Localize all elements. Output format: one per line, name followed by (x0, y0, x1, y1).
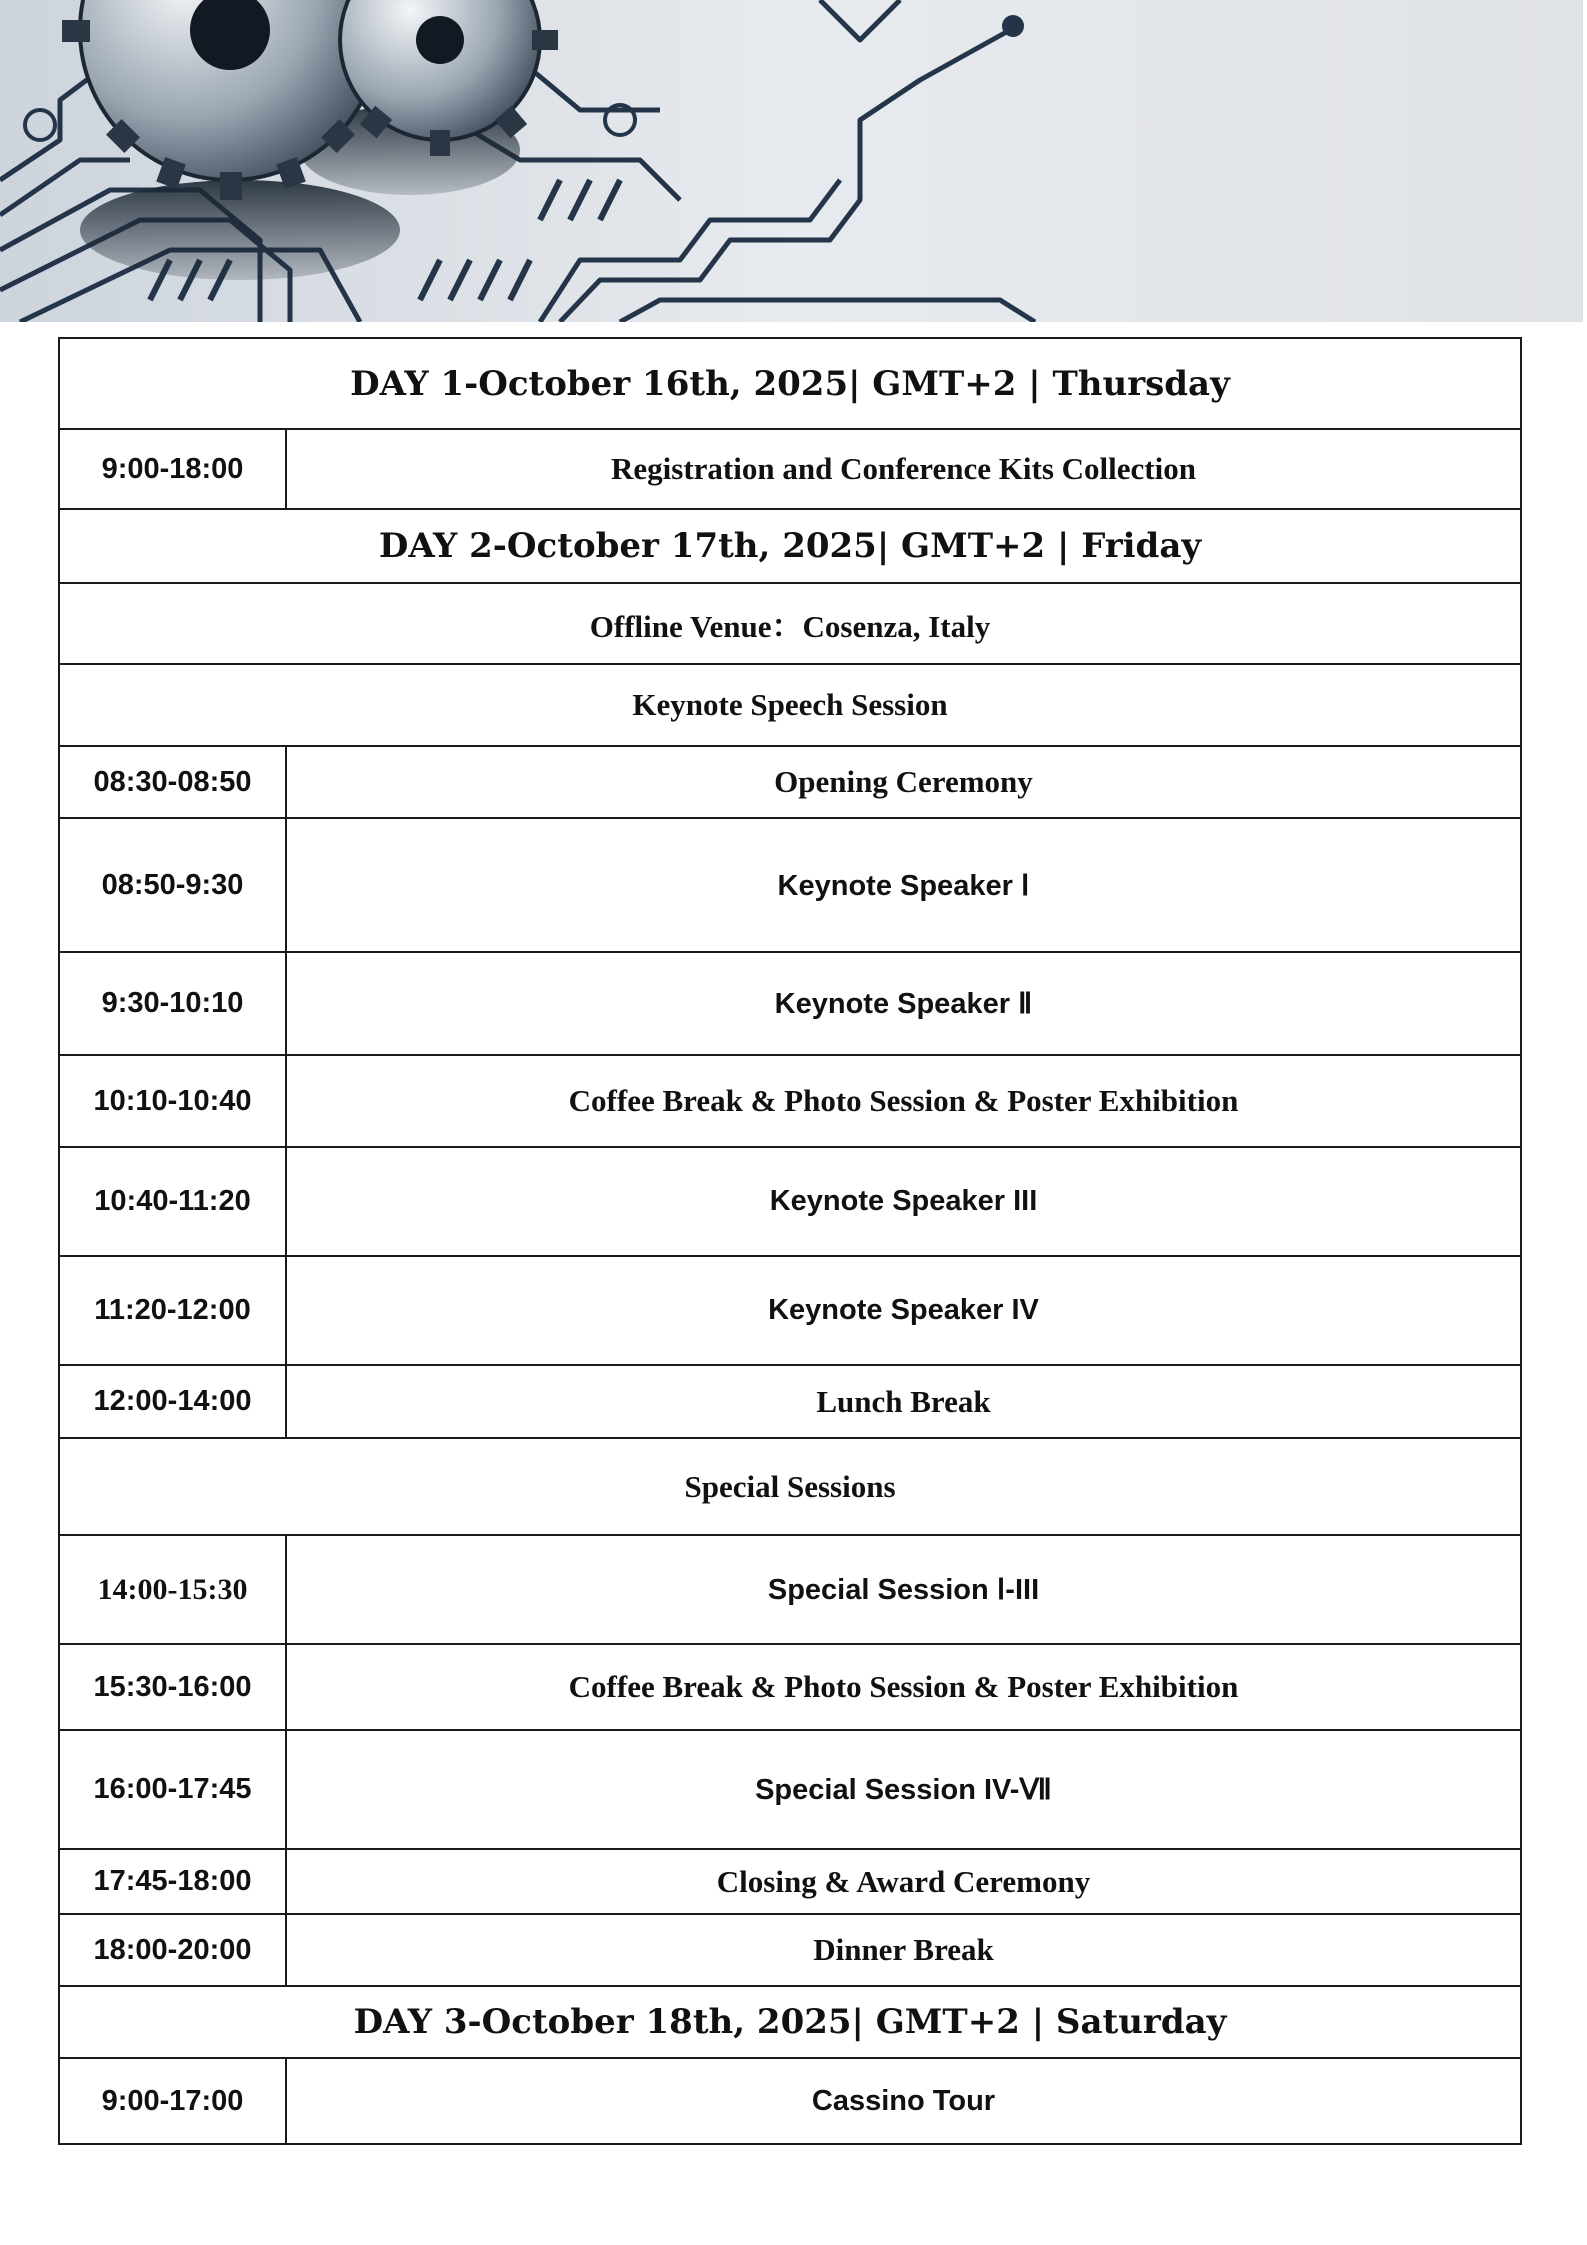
table-row (59, 429, 1521, 509)
event-cell: Cassino Tour (286, 2058, 1521, 2144)
event-cell: Coffee Break & Photo Session & Poster Exhibition (286, 1055, 1521, 1147)
time-cell: 15:30-16:00 (59, 1644, 286, 1730)
special-sessions-title: Special Sessions (59, 1438, 1521, 1535)
table-row (59, 1147, 1521, 1256)
table-row (59, 2058, 1521, 2144)
event-cell: Coffee Break & Photo Session & Poster Exhibition (286, 1644, 1521, 1730)
day3-header-row (59, 1986, 1521, 2058)
special-sessions-row (59, 1438, 1521, 1535)
venue-label: Offline Venue：Cosenza, Italy (59, 583, 1521, 664)
event-cell: Dinner Break (286, 1914, 1521, 1986)
day1-header-row (59, 338, 1521, 429)
day2-header: DAY 2-October 17th, 2025| GMT+2 | Friday (59, 509, 1521, 583)
conference-schedule-table (58, 337, 1522, 2145)
table-row (59, 818, 1521, 952)
table-row (59, 1365, 1521, 1438)
table-row (59, 1914, 1521, 1986)
gears-circuit-banner (0, 0, 1583, 322)
event-cell: Special Session Ⅰ-III (286, 1535, 1521, 1644)
gears-circuit-icon (0, 0, 1583, 322)
event-cell: Keynote Speaker Ⅱ (286, 952, 1521, 1055)
time-cell: 9:00-17:00 (59, 2058, 286, 2144)
event-cell: Lunch Break (286, 1365, 1521, 1438)
time-cell: 9:30-10:10 (59, 952, 286, 1055)
time-cell: 08:50-9:30 (59, 818, 286, 952)
time-cell: 11:20-12:00 (59, 1256, 286, 1365)
time-cell: 10:40-11:20 (59, 1147, 286, 1256)
time-cell: 18:00-20:00 (59, 1914, 286, 1986)
time-cell: 17:45-18:00 (59, 1849, 286, 1914)
day3-header: DAY 3-October 18th, 2025| GMT+2 | Saturday (59, 1986, 1521, 2058)
event-cell: Keynote Speaker Ⅰ (286, 818, 1521, 952)
table-row (59, 1849, 1521, 1914)
event-cell: Keynote Speaker IV (286, 1256, 1521, 1365)
time-cell: 9:00-18:00 (59, 429, 286, 509)
event-cell: Registration and Conference Kits Collection (286, 429, 1521, 509)
event-cell: Special Session IV-Ⅶ (286, 1730, 1521, 1849)
time-cell: 10:10-10:40 (59, 1055, 286, 1147)
table-row (59, 1644, 1521, 1730)
table-row (59, 952, 1521, 1055)
table-row (59, 1730, 1521, 1849)
time-cell: 08:30-08:50 (59, 746, 286, 818)
time-cell: 16:00-17:45 (59, 1730, 286, 1849)
keynote-session-title: Keynote Speech Session (59, 664, 1521, 746)
time-cell: 12:00-14:00 (59, 1365, 286, 1438)
venue-row (59, 583, 1521, 664)
keynote-session-row (59, 664, 1521, 746)
table-row (59, 1256, 1521, 1365)
event-cell: Keynote Speaker III (286, 1147, 1521, 1256)
day2-header-row (59, 509, 1521, 583)
time-cell: 14:00-15:30 (59, 1535, 286, 1644)
day1-header: DAY 1-October 16th, 2025| GMT+2 | Thursday (59, 338, 1521, 429)
table-row (59, 1535, 1521, 1644)
event-cell: Opening Ceremony (286, 746, 1521, 818)
event-cell: Closing & Award Ceremony (286, 1849, 1521, 1914)
table-row (59, 746, 1521, 818)
table-row (59, 1055, 1521, 1147)
